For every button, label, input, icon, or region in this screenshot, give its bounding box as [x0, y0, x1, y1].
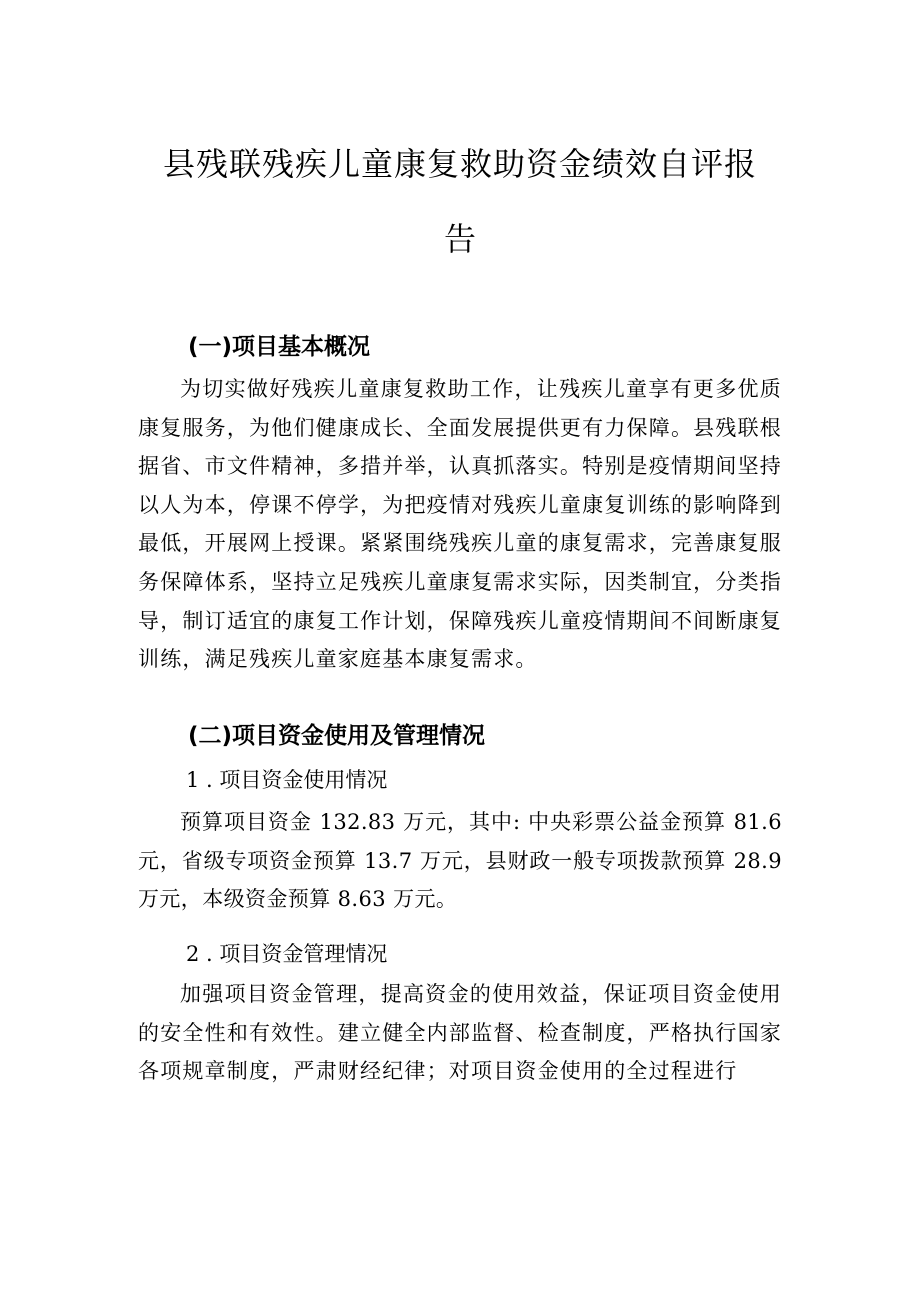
section2-heading: (二)项目资金使用及管理情况 — [188, 723, 486, 749]
section2-subsection2-title: 2 . 项目资金管理情况 — [186, 942, 388, 966]
section1-heading: (一)项目基本概况 — [188, 334, 371, 360]
section2-subsection2-paragraph: 加强项目资金管理，提高资金的使用效益，保证项目资金使用的安全性和有效性。建立健全内部监督、检查制度，严格执行国家各项规章制度，严肃财经纪律；对项目资金使用的全过程进行 — [138, 982, 782, 1084]
section2-subsection1-title: 1 . 项目资金使用情况 — [186, 768, 388, 792]
section2-subsection1-paragraph: 预算项目资金 132.83 万元，其中: 中央彩票公益金预算 81.6 元，省级专项资金预算 13.7 万元，县财政一般专项拨款预算 28.9 万元，本级资金预算 8.63 万元。 — [138, 810, 782, 912]
section1-paragraph: 为切实做好残疾儿童康复救助工作，让残疾儿童享有更多优质康复服务，为他们健康成长、全面发展提供更有力保障。县残联根据省、市文件精神，多措并举，认真抓落实。特别是疫情期间坚持以人为本，停课不停学，为把疫情对残疾儿童康复训练的影响降到最低，开展网上授课。紧紧围绕残疾儿童的康复需求，完善康复服务保障体系，坚持立足残疾儿童康复需求实际，因类制宜，分类指导，制订适宜的康复工作计划，保障残疾儿童疫情期间不间断康复训练，满足残疾儿童家庭基本康复需求。 — [138, 377, 782, 672]
document-title-line2: 告 — [443, 220, 476, 258]
document-title-line1: 县残联残疾儿童康复救助资金绩效自评报 — [162, 145, 757, 183]
